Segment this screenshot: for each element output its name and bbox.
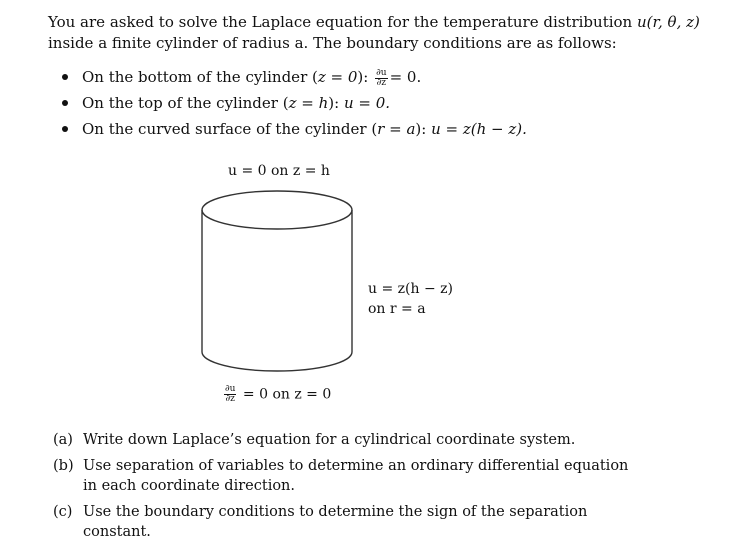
side-boundary-label (368, 281, 453, 317)
bullet-icon (62, 126, 68, 132)
question-part-b: (b) Use separation of variables to determine an ordinary differential equation in each coordinate direction. (53, 458, 629, 494)
list-item: On the curved surface of the cylinder (r = a): u = z(h − z). (62, 118, 702, 144)
side-label-expression: u = z(h − z) (368, 281, 453, 297)
list-item: On the bottom of the cylinder (z = 0): $\frac{\partial u}{\partial z}$ = 0. (62, 66, 702, 92)
bullet-icon (62, 74, 68, 80)
top-boundary-label: u = 0 on z = h (228, 163, 330, 179)
cylinder-diagram (190, 180, 370, 380)
boundary-conditions-list (62, 66, 702, 144)
partial-derivative: $\frac{\partial u}{\partial z}$ (225, 384, 236, 404)
bullet-icon (62, 100, 68, 106)
partial-derivative: $\frac{\partial u}{\partial z}$ (376, 67, 387, 88)
intro-text-2: inside a finite cylinder of radius a. The boundary conditions are as follows: (48, 34, 617, 52)
bottom-boundary-label: $\frac{\partial u}{\partial z}$ = 0 on z = 0 (225, 384, 332, 404)
question-part-a: (a) Write down Laplace’s equation for a cylindrical coordinate system. (53, 432, 576, 448)
cylinder-top (202, 191, 352, 229)
cylinder-bottom (202, 352, 352, 371)
problem-intro (48, 12, 708, 54)
question-parts (53, 430, 633, 548)
side-label-location: on r = a (368, 301, 426, 317)
intro-text: You are asked to solve the Laplace equation for the temperature distribution (48, 13, 637, 31)
list-item: On the top of the cylinder (z = h): u = 0. (62, 92, 702, 118)
question-part-c: (c) Use the boundary conditions to determine the sign of the separation constant. (53, 504, 588, 540)
intro-function: u(r, θ, z) (636, 13, 700, 31)
